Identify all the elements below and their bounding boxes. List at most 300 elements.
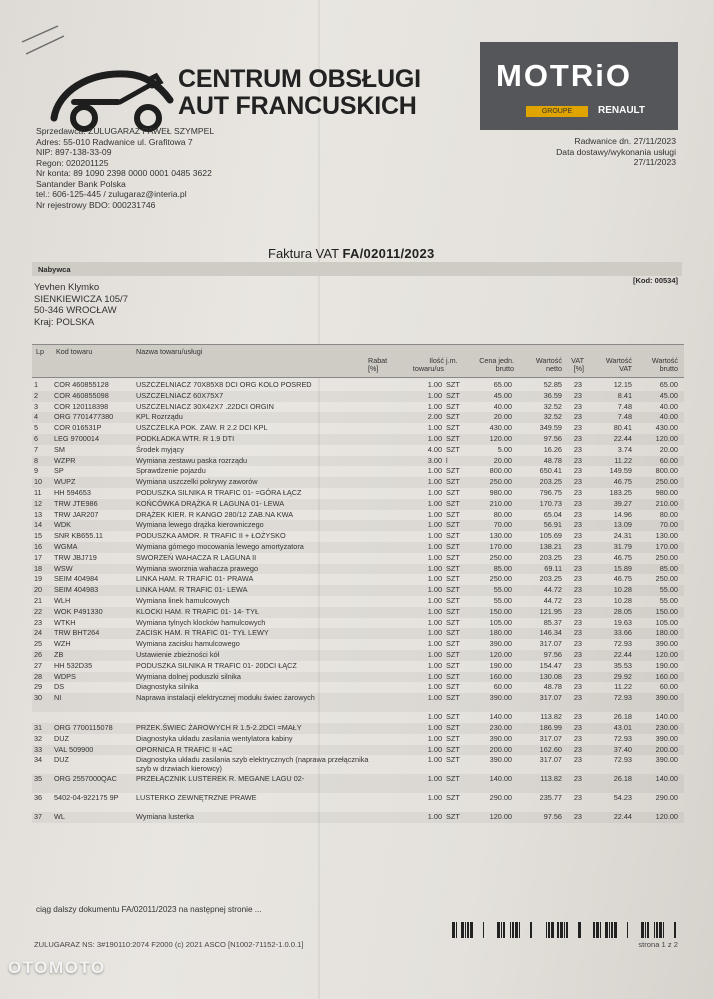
row-price: 150.00 bbox=[489, 606, 512, 616]
row-vat-rate: 23 bbox=[573, 509, 582, 519]
row-unit: SZT bbox=[446, 477, 460, 487]
row-vat-rate: 23 bbox=[573, 682, 582, 692]
col-lp: Lp bbox=[36, 347, 44, 356]
row-lp: 31 bbox=[34, 722, 43, 732]
row-lp: 1 bbox=[34, 380, 39, 389]
row-vat: 46.75 bbox=[613, 574, 632, 584]
row-vat-rate: 23 bbox=[573, 660, 582, 670]
row-unit: SZT bbox=[446, 793, 460, 803]
row-code: WDPS bbox=[54, 671, 76, 681]
row-vat-rate: 23 bbox=[573, 649, 582, 659]
row-lp: 25 bbox=[34, 639, 43, 649]
row-price: 140.00 bbox=[489, 712, 512, 722]
row-name: KOŃCÓWKA DRĄŻKA R LAGUNA 01- LEWA bbox=[136, 498, 285, 508]
row-lp: 7 bbox=[34, 444, 39, 454]
row-qty: 1.00 bbox=[427, 722, 442, 732]
renault-label: RENAULT bbox=[598, 105, 646, 116]
table-row bbox=[32, 723, 684, 734]
row-qty: 1.00 bbox=[427, 433, 442, 443]
row-qty: 4.00 bbox=[427, 444, 442, 454]
row-vat-rate: 23 bbox=[573, 466, 582, 476]
row-net: 317.07 bbox=[539, 639, 562, 649]
row-lp: 8 bbox=[34, 455, 39, 465]
row-gross: 170.00 bbox=[655, 541, 678, 551]
row-price: 5.00 bbox=[497, 444, 512, 454]
row-name: Wymiana sworznia wahacza prawego bbox=[136, 563, 259, 573]
table-row bbox=[32, 445, 684, 456]
col-ilosc: Ilość towaru/us bbox=[412, 356, 444, 374]
buyer-line: 50-346 WROCŁAW bbox=[34, 305, 117, 316]
row-code: TRW JBJ719 bbox=[54, 552, 97, 562]
table-row bbox=[32, 531, 684, 542]
barcode-bar bbox=[614, 922, 617, 938]
row-code: WGMA bbox=[54, 541, 78, 551]
row-price: 160.00 bbox=[489, 671, 512, 681]
row-qty: 1.00 bbox=[427, 563, 442, 573]
row-net: 65.04 bbox=[543, 509, 562, 519]
row-code: ORG 7701477380 bbox=[54, 412, 114, 422]
row-net: 32.52 bbox=[543, 401, 562, 411]
row-vat: 14.96 bbox=[613, 509, 632, 519]
row-lp: 27 bbox=[34, 660, 43, 670]
row-vat-rate: 23 bbox=[573, 712, 582, 722]
row-net: 36.59 bbox=[543, 390, 562, 400]
row-name: USZCZELNIACZ 60X75X7 bbox=[136, 390, 224, 400]
row-vat-rate: 23 bbox=[573, 595, 582, 605]
row-unit: SZT bbox=[446, 774, 460, 784]
row-price: 180.00 bbox=[489, 628, 512, 638]
row-qty: 1.00 bbox=[427, 744, 442, 754]
row-code: WDK bbox=[54, 520, 72, 530]
row-gross: 60.00 bbox=[659, 455, 678, 465]
row-qty: 3.00 bbox=[427, 455, 442, 465]
row-qty: 1.00 bbox=[427, 628, 442, 638]
row-gross: 230.00 bbox=[655, 722, 678, 732]
row-unit: SZT bbox=[446, 531, 460, 541]
row-name: SWORZEŃ WAHACZA R LAGUNA II bbox=[136, 552, 257, 562]
barcode-bar bbox=[566, 922, 568, 938]
row-gross: 390.00 bbox=[655, 693, 678, 703]
row-code: LEG 9700014 bbox=[54, 433, 100, 443]
row-name: KLOCKI HAM. R TRAFIC 01- 14- TYŁ bbox=[136, 606, 259, 616]
row-net: 97.56 bbox=[543, 812, 562, 822]
car-wrench-logo-icon bbox=[48, 62, 178, 134]
row-unit: SZT bbox=[446, 552, 460, 562]
row-vat-rate: 23 bbox=[573, 671, 582, 681]
software-footer: ZULUGARAZ NS: 3#190110:2074 F2000 (c) 2021 ASCO [N1002-71152-1.0.0.1] bbox=[34, 940, 304, 949]
barcode-bar bbox=[596, 922, 599, 938]
table-row bbox=[32, 812, 684, 823]
row-price: 105.00 bbox=[489, 617, 512, 627]
col-kod: Kod towaru bbox=[56, 347, 93, 356]
row-net: 235.77 bbox=[539, 793, 562, 803]
row-net: 154.47 bbox=[539, 660, 562, 670]
row-vat-rate: 23 bbox=[573, 617, 582, 627]
row-vat-rate: 23 bbox=[573, 498, 582, 508]
table-row bbox=[32, 596, 684, 607]
row-net: 113.82 bbox=[540, 712, 562, 722]
row-lp: 15 bbox=[34, 531, 43, 541]
row-name: PRZEK.ŚWIEC ŻAROWYCH R 1.5-2.2DCI =MAŁY bbox=[136, 722, 302, 732]
row-vat-rate: 23 bbox=[573, 585, 582, 595]
row-lp: 26 bbox=[34, 649, 43, 659]
seller-line: Santander Bank Polska bbox=[36, 178, 126, 189]
row-code: COR 120118398 bbox=[54, 401, 109, 411]
row-vat-rate: 23 bbox=[573, 744, 582, 754]
row-price: 230.00 bbox=[489, 722, 512, 732]
row-gross: 980.00 bbox=[655, 487, 678, 497]
barcode-bar bbox=[548, 922, 550, 938]
row-qty: 1.00 bbox=[427, 552, 442, 562]
row-lp: 28 bbox=[34, 671, 43, 681]
row-gross: 250.00 bbox=[655, 574, 678, 584]
row-qty: 1.00 bbox=[427, 617, 442, 627]
table-row bbox=[32, 661, 684, 672]
col-nazwa: Nazwa towaru/usługi bbox=[136, 347, 203, 356]
row-code: DUZ bbox=[54, 733, 69, 743]
buyer-label: Nabywca bbox=[38, 265, 71, 274]
row-vat: 54.23 bbox=[613, 793, 632, 803]
row-code: WLH bbox=[54, 595, 71, 605]
row-unit: SZT bbox=[446, 585, 460, 595]
row-lp: 10 bbox=[34, 477, 43, 487]
row-unit: SZT bbox=[446, 380, 460, 389]
row-name: USZCZELNIACZ 30X42X7 .22DCI ORGIN bbox=[136, 401, 274, 411]
seller-line: Nr rejestrowy BDO: 000231746 bbox=[36, 199, 156, 210]
row-name: PODUSZKA SILNIKA R TRAFIC 01- =GÓRA ŁĄCZ bbox=[136, 487, 302, 497]
row-name: Wymiana zestawu paska rozrządu bbox=[136, 455, 248, 465]
row-qty: 1.00 bbox=[427, 660, 442, 670]
row-qty: 1.00 bbox=[427, 693, 442, 703]
row-vat: 10.28 bbox=[613, 595, 632, 605]
row-gross: 40.00 bbox=[659, 401, 678, 411]
row-code: WL bbox=[54, 812, 65, 822]
row-price: 60.00 bbox=[493, 682, 512, 692]
row-code: WUPZ bbox=[54, 477, 76, 487]
table-row bbox=[32, 477, 684, 488]
table-row bbox=[32, 423, 684, 434]
row-qty: 1.00 bbox=[427, 509, 442, 519]
row-net: 146.34 bbox=[539, 628, 562, 638]
row-code: SEIM 404983 bbox=[54, 585, 99, 595]
row-name: Środek myjący bbox=[136, 444, 184, 454]
row-net: 317.07 bbox=[539, 755, 562, 765]
row-gross: 45.00 bbox=[659, 390, 678, 400]
row-vat-rate: 23 bbox=[573, 628, 582, 638]
row-net: 796.75 bbox=[539, 487, 562, 497]
row-price: 20.00 bbox=[493, 455, 512, 465]
row-net: 97.56 bbox=[543, 433, 562, 443]
barcode-bar bbox=[503, 922, 505, 938]
barcode-bar bbox=[641, 922, 644, 938]
row-code: HH 532D35 bbox=[54, 660, 93, 670]
row-name: LINKA HAM. R TRAFIC 01- LEWA bbox=[136, 585, 248, 595]
row-qty: 1.00 bbox=[427, 774, 442, 784]
row-unit: SZT bbox=[446, 498, 460, 508]
row-code: NI bbox=[54, 693, 62, 703]
table-row bbox=[32, 693, 684, 712]
row-vat-rate: 23 bbox=[573, 444, 582, 454]
row-vat: 31.79 bbox=[613, 541, 632, 551]
row-name: Wymiana uszczelki pokrywy zaworów bbox=[136, 477, 258, 487]
row-qty: 2.00 bbox=[427, 412, 442, 422]
row-gross: 40.00 bbox=[659, 412, 678, 422]
row-vat-rate: 23 bbox=[573, 812, 582, 822]
row-vat: 10.28 bbox=[613, 585, 632, 595]
row-unit: SZT bbox=[446, 671, 460, 681]
row-net: 56.91 bbox=[543, 520, 562, 530]
row-gross: 120.00 bbox=[655, 649, 678, 659]
row-code: SNR KB655.11 bbox=[54, 531, 103, 541]
barcode-bar bbox=[600, 922, 601, 938]
row-unit: SZT bbox=[446, 574, 460, 584]
row-vat: 26.18 bbox=[613, 712, 632, 722]
table-row bbox=[32, 734, 684, 745]
row-gross: 70.00 bbox=[659, 520, 678, 530]
row-net: 52.85 bbox=[543, 380, 562, 389]
barcode-bar bbox=[674, 922, 676, 938]
row-name: Naprawa instalacji elektrycznej modułu świec żarowych bbox=[136, 693, 315, 703]
table-row bbox=[32, 510, 684, 521]
row-name: USZCZELKA POK. ZAW. R 2.2 DCI KPL bbox=[136, 423, 268, 433]
row-unit: SZT bbox=[446, 433, 460, 443]
row-price: 800.00 bbox=[489, 466, 512, 476]
row-qty: 1.00 bbox=[427, 793, 442, 803]
row-gross: 60.00 bbox=[659, 682, 678, 692]
table-row bbox=[32, 793, 684, 812]
barcode-bar bbox=[530, 922, 532, 938]
row-qty: 1.00 bbox=[427, 682, 442, 692]
row-qty: 1.00 bbox=[427, 585, 442, 595]
row-unit: SZT bbox=[446, 733, 460, 743]
row-name: USZCZELNIACZ 70X85X8 DCI ORG KOLO POSRED bbox=[136, 380, 312, 389]
row-gross: 65.00 bbox=[659, 380, 678, 389]
row-qty: 1.00 bbox=[427, 466, 442, 476]
row-code: DUZ bbox=[54, 755, 69, 765]
row-net: 121.95 bbox=[539, 606, 562, 616]
motrio-logo-text: MOTRiO bbox=[496, 58, 632, 93]
continuation-note: ciąg dalszy dokumentu FA/02011/2023 na następnej stronie ... bbox=[36, 905, 262, 914]
seller-line: Nr konta: 89 1090 2398 0000 0001 0485 3622 bbox=[36, 168, 212, 178]
table-row bbox=[32, 650, 684, 661]
barcode-bar bbox=[519, 922, 520, 938]
row-price: 45.00 bbox=[493, 390, 512, 400]
row-unit: SZT bbox=[446, 487, 460, 497]
barcode-bar bbox=[578, 922, 581, 938]
brand-line-2: AUT FRANCUSKICH bbox=[178, 92, 417, 120]
row-vat: 15.89 bbox=[613, 563, 632, 573]
table-row bbox=[32, 628, 684, 639]
row-unit: SZT bbox=[446, 812, 460, 822]
row-code: ORG 2557000QAC bbox=[54, 774, 117, 784]
row-vat: 7.48 bbox=[617, 401, 632, 411]
row-name: Wymiana górnego mocowania lewego amortyzatora bbox=[136, 541, 304, 551]
row-lp: 13 bbox=[34, 509, 43, 519]
row-vat: 72.93 bbox=[613, 755, 632, 765]
row-vat-rate: 23 bbox=[573, 412, 582, 422]
barcode-bar bbox=[483, 922, 484, 938]
row-vat: 72.93 bbox=[613, 693, 632, 703]
row-code: TRW BHT264 bbox=[54, 628, 100, 638]
row-vat: 22.44 bbox=[613, 812, 632, 822]
barcode-bar bbox=[605, 922, 608, 938]
row-name: PRZEŁĄCZNIK LUSTEREK R. MEGANE LAGU 02- bbox=[136, 774, 305, 784]
row-unit: SZT bbox=[446, 712, 460, 722]
row-vat: 33.66 bbox=[613, 628, 632, 638]
row-gross: 800.00 bbox=[655, 466, 678, 476]
row-unit: SZT bbox=[446, 693, 460, 703]
table-row bbox=[32, 456, 684, 467]
row-price: 430.00 bbox=[489, 423, 512, 433]
row-net: 44.72 bbox=[543, 595, 562, 605]
row-gross: 140.00 bbox=[655, 774, 678, 784]
row-unit: SZT bbox=[446, 660, 460, 670]
row-code: SM bbox=[54, 444, 65, 454]
row-price: 290.00 bbox=[489, 793, 512, 803]
row-code: WSW bbox=[54, 563, 73, 573]
row-qty: 1.00 bbox=[427, 733, 442, 743]
row-vat: 11.22 bbox=[614, 455, 632, 465]
row-vat-rate: 23 bbox=[573, 477, 582, 487]
table-row bbox=[32, 639, 684, 650]
row-lp: 14 bbox=[34, 520, 43, 530]
row-code: HH 594653 bbox=[54, 487, 91, 497]
row-code: WZH bbox=[54, 639, 71, 649]
row-net: 48.78 bbox=[543, 455, 562, 465]
barcode-bar bbox=[663, 922, 664, 938]
row-name: Sprawdzenie pojazdu bbox=[136, 466, 206, 476]
barcode-bar bbox=[461, 922, 464, 938]
company-brand bbox=[178, 66, 421, 120]
row-price: 55.00 bbox=[493, 595, 512, 605]
row-qty: 1.00 bbox=[427, 606, 442, 616]
row-gross: 250.00 bbox=[655, 552, 678, 562]
invoice-title-prefix: Faktura VAT bbox=[268, 246, 339, 261]
row-qty: 1.00 bbox=[427, 498, 442, 508]
row-vat-rate: 23 bbox=[573, 563, 582, 573]
row-vat: 29.92 bbox=[613, 671, 632, 681]
row-net: 16.26 bbox=[543, 444, 562, 454]
row-lp: 2 bbox=[34, 390, 39, 400]
row-price: 120.00 bbox=[489, 812, 512, 822]
row-net: 317.07 bbox=[539, 733, 562, 743]
row-code: ORG 7700115078 bbox=[54, 722, 113, 732]
row-unit: SZT bbox=[446, 444, 460, 454]
row-unit: SZT bbox=[446, 563, 460, 573]
row-unit: SZT bbox=[446, 412, 460, 422]
barcode-bar bbox=[467, 922, 469, 938]
row-code: WTKH bbox=[54, 617, 76, 627]
row-vat: 12.15 bbox=[613, 380, 632, 389]
row-qty: 1.00 bbox=[427, 755, 442, 765]
seller-line: NIP: 897-138-33-09 bbox=[36, 147, 112, 157]
table-row bbox=[32, 553, 684, 564]
row-unit: SZT bbox=[446, 639, 460, 649]
row-gross: 150.00 bbox=[655, 606, 678, 616]
row-price: 140.00 bbox=[489, 774, 512, 784]
row-vat-rate: 23 bbox=[573, 401, 582, 411]
row-price: 210.00 bbox=[489, 498, 512, 508]
barcode-bar bbox=[593, 922, 595, 938]
row-gross: 85.00 bbox=[659, 563, 678, 573]
row-lp: 12 bbox=[34, 498, 43, 508]
items-table-header bbox=[32, 344, 684, 378]
table-row bbox=[32, 434, 684, 445]
row-unit: SZT bbox=[446, 509, 460, 519]
barcode-bar bbox=[497, 922, 500, 938]
row-vat-rate: 23 bbox=[573, 433, 582, 443]
row-vat: 183.25 bbox=[609, 487, 632, 497]
row-unit: SZT bbox=[446, 682, 460, 692]
row-vat-rate: 23 bbox=[573, 520, 582, 530]
row-unit: SZT bbox=[446, 466, 460, 476]
row-lp: 21 bbox=[34, 595, 43, 605]
barcode-bar bbox=[564, 922, 565, 938]
row-unit: l bbox=[446, 455, 448, 465]
barcode-bar bbox=[546, 922, 547, 938]
row-qty: 1.00 bbox=[427, 477, 442, 487]
row-code: COR 016531P bbox=[54, 423, 102, 433]
row-vat: 26.18 bbox=[613, 774, 632, 784]
row-lp: 18 bbox=[34, 563, 43, 573]
row-unit: SZT bbox=[446, 520, 460, 530]
row-price: 200.00 bbox=[489, 744, 512, 754]
row-qty: 1.00 bbox=[427, 595, 442, 605]
barcode-bar bbox=[656, 922, 658, 938]
row-lp: 3 bbox=[34, 401, 39, 411]
row-name: PODUSZKA SILNIKA R TRAFIC 01- 20DCI ŁĄCZ bbox=[136, 660, 297, 670]
buyer-code: [Kod: 00534] bbox=[632, 276, 678, 285]
row-price: 250.00 bbox=[489, 477, 512, 487]
row-vat: 35.53 bbox=[613, 660, 632, 670]
table-row bbox=[32, 564, 684, 575]
row-gross: 210.00 bbox=[655, 498, 678, 508]
row-name: Wymiana tylnych klocków hamulcowych bbox=[136, 617, 266, 627]
row-vat-rate: 23 bbox=[573, 390, 582, 400]
row-qty: 1.00 bbox=[427, 639, 442, 649]
row-net: 113.82 bbox=[540, 774, 562, 784]
row-net: 170.73 bbox=[539, 498, 562, 508]
row-price: 390.00 bbox=[489, 733, 512, 743]
row-price: 120.00 bbox=[489, 433, 512, 443]
table-row bbox=[32, 412, 684, 423]
row-vat: 22.44 bbox=[613, 433, 632, 443]
row-unit: SZT bbox=[446, 401, 460, 411]
barcode-bar bbox=[647, 922, 649, 938]
table-row bbox=[32, 520, 684, 531]
row-net: 138.21 bbox=[539, 541, 562, 551]
row-code: SP bbox=[54, 466, 64, 476]
table-row bbox=[32, 466, 684, 477]
seller-line: Adres: 55-010 Radwanice ul. Grafitowa 7 bbox=[36, 136, 193, 147]
row-code: TRW JAR207 bbox=[54, 509, 99, 519]
row-lp: 22 bbox=[34, 606, 43, 616]
barcode-bar bbox=[465, 922, 466, 938]
row-net: 85.37 bbox=[543, 617, 562, 627]
row-qty: 1.00 bbox=[427, 541, 442, 551]
row-lp: 19 bbox=[34, 574, 43, 584]
page-number: strona 1 z 2 bbox=[638, 940, 678, 949]
row-vat: 8.41 bbox=[617, 390, 632, 400]
items-table-body bbox=[32, 380, 684, 823]
barcode-bar bbox=[654, 922, 655, 938]
row-lp: 6 bbox=[34, 433, 39, 443]
row-gross: 180.00 bbox=[655, 628, 678, 638]
row-lp: 9 bbox=[34, 466, 39, 476]
row-vat: 72.93 bbox=[613, 639, 632, 649]
row-name: OPORNICA R TRAFIC II +AC bbox=[136, 744, 233, 754]
row-vat: 3.74 bbox=[617, 444, 632, 454]
